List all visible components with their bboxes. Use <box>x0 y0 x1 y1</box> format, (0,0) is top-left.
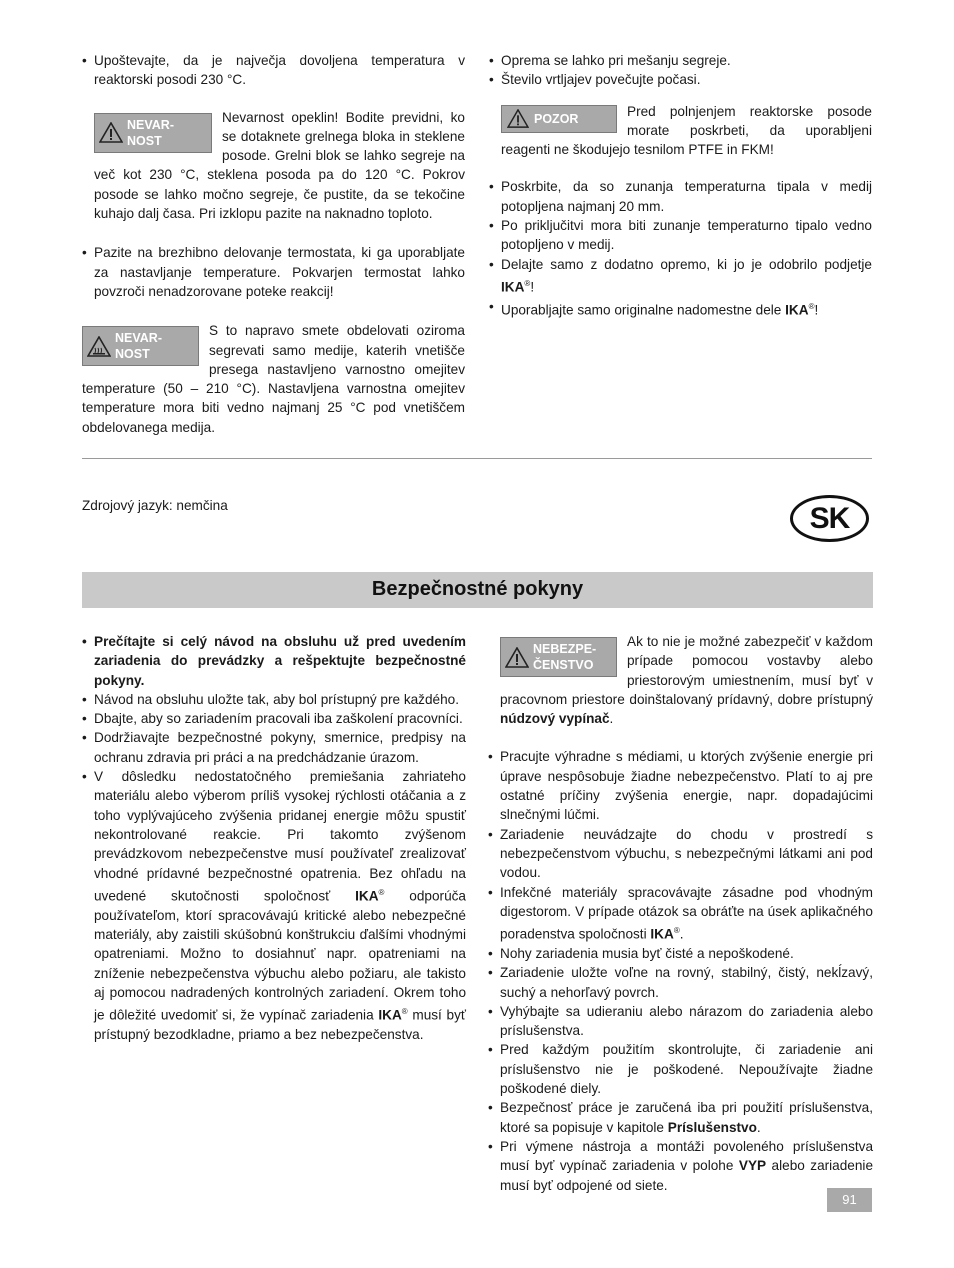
danger-badge <box>82 326 199 366</box>
warning-triangle-icon <box>95 122 127 143</box>
list-item: • Oprema se lahko pri mešanju segreje. <box>489 51 872 70</box>
list-item: • Prečítajte si celý návod na obsluhu už pred uvedením zariadenia do prevádzky a rešpektujte bezpečnostné pokyny. <box>82 632 466 690</box>
list-item: • Nohy zariadenia musia byť čisté a nepoškodené. <box>488 944 873 963</box>
danger-badge <box>94 113 212 153</box>
badge-label: NOST <box>115 347 150 362</box>
badge-label: NEVAR- <box>127 117 174 132</box>
list-item: • Število vrtljajev povečujte počasi. <box>489 70 872 89</box>
switch-position: VYP <box>738 1158 767 1174</box>
list-item <box>488 1137 873 1195</box>
brand-name: IKA <box>501 279 525 295</box>
item-text: Pri výmene nástroja a montáži povoleného príslušenstva musí byť vypínač zariadenia v polohe <box>500 1138 873 1174</box>
item-text: ! <box>530 279 535 295</box>
list-item: • Pred každým použitím skontrolujte, či zariadenie ani príslušenstvo nie je poškodené. Nepoužívajte žiadne poškodené diely. <box>488 1040 873 1098</box>
warning-text: S to napravo smete obdelovati oziroma segrevati samo medije, katerih vnetišče presega nastavljeno varnostno omejitev temperature (50 – 210 °C). Nastavljena varnostna omejitev temperature mora biti vedno najmanj 25 °C pod vnetiščem obdelovanega medija. <box>82 323 465 435</box>
list-item <box>488 883 873 944</box>
section-title <box>82 572 873 608</box>
warning-text: Nevarnost opeklin! Bodite previdni, ko se dotaknete grelnega bloka in steklene posode. Grelni blok se lahko segreje na več kot 230 °C, steklena posoda pa do 120 °C. Pokrov posode se lahko močno segreje, če pustite, da se tekočine kuhajo dalj časa. Pri izklopu pazite na naknadno toploto. <box>94 109 465 222</box>
slovak-left-column <box>82 632 466 1044</box>
item-text: V dôsledku nedostatočného premiešania zahriateho materiálu alebo výberom príliš vysokej rýchlosti otáčania a z toho vyplývajúceho zvýšenia pridanej energie môžu spustiť nekontrolované reakcie. Pri takomto zvýšenom prevádzkovom nebezpečenstve musí používateľ zrealizovať vhodné prídavné bezpečnostné opatrenia. Bez ohľadu na uvedené skutočnosti spoločnosť <box>94 769 466 904</box>
warning-triangle-icon <box>501 647 533 668</box>
item-text: Uporabljajte samo originalne nadomestne dele <box>501 302 786 318</box>
slovene-left-column <box>82 51 465 437</box>
page-number: 91 <box>827 1188 872 1212</box>
list-item: • Vyhýbajte sa udieraniu alebo nárazom do zariadenia alebo príslušenstva. <box>488 1002 873 1041</box>
brand-name: IKA <box>378 1007 402 1023</box>
registered-mark: ® <box>378 887 385 897</box>
list-item: • Po priključitvi mora biti zunanje temperaturno tipalo vedno potopljeno v medij. <box>489 216 872 255</box>
item-text: Infekčné materiály spracovávajte zásadne pod vhodným digestorom. V prípade otázok sa obráťte na úsek aplikačného poradenstva spoločnosti <box>500 884 873 942</box>
danger-block <box>488 632 873 728</box>
chapter-name: Príslušenstvo <box>667 1119 757 1135</box>
caution-text: Pred polnjenjem reaktorske posode morate poskrbeti, da uporabljeni reagenti ne škodujejo tesnilom PTFE in FKM! <box>501 103 872 158</box>
danger-badge <box>500 637 617 677</box>
hot-surface-icon <box>83 336 115 357</box>
list-item: • Pracujte výhradne s médiami, u ktorých zvýšenie energie pri úprave nespôsobuje žiadne nebezpečenstvo. Platí to aj pre ostatné príčiny zvýšenia energie, napr. dopadajúcimi slnečnými lúčmi. <box>488 747 873 824</box>
warning-block <box>82 108 465 224</box>
brand-name: IKA <box>650 926 674 942</box>
badge-label: POZOR <box>534 111 579 126</box>
language-badge: SK <box>790 495 869 542</box>
slovene-right-column <box>489 51 872 320</box>
section-divider <box>82 458 872 459</box>
item-text: Delajte samo z dodatno opremo, ki jo je odobrilo podjetje <box>501 256 872 272</box>
badge-label: NOST <box>127 133 162 148</box>
section-title-text: Bezpečnostné pokyny <box>371 578 584 601</box>
brand-name: IKA <box>355 888 379 904</box>
list-item <box>489 255 872 297</box>
caution-badge <box>501 105 617 133</box>
list-item: • Poskrbite, da so zunanja temperaturna tipala v medij potopljena najmanj 20 mm. <box>489 177 872 216</box>
item-text: Bezpečnosť práce je zaručená iba pri použití príslušenstva, ktoré sa popisuje v kapitole <box>500 1100 873 1135</box>
source-language: Zdrojový jazyk: nemčina <box>82 498 228 513</box>
item-text: . <box>756 1119 761 1135</box>
badge-label: ČENSTVO <box>533 658 594 672</box>
list-item <box>489 297 872 320</box>
item-text: alebo zariadenie musí byť odpojené od siete. <box>500 1158 874 1193</box>
danger-text: . <box>609 711 614 727</box>
list-item: • Pazite na brezhibno delovanje termostata, ki ga uporabljate za nastavljanje temperature. Pokvarjen termostat lahko povzroči nenadzorovane poteke reakcij! <box>82 243 465 301</box>
list-item: • Dodržiavajte bezpečnostné pokyny, smernice, predpisy na ochranu zdravia pri práci a na predchádzanie úrazom. <box>82 728 466 767</box>
list-item: • Zariadenie uložte voľne na rovný, stabilný, čistý, nekĺzavý, suchý a nehorľavý povrch. <box>488 963 873 1002</box>
caution-block <box>489 102 872 160</box>
list-item: • Dbajte, aby so zariadením pracovali iba zaškolení pracovníci. <box>82 709 466 728</box>
item-text: ! <box>814 302 819 318</box>
emergency-switch-term: núdzový vypínač <box>500 711 610 727</box>
item-text: odporúča používateľom, ktorí spracovávajú kritické alebo nebezpečné materiály, aby zaistili skúšobnú konštrukciu ďalšími vhodnými opatreniami. Možno to dosiahnuť napr. opatreniami na zníženie nebezpečenstva výbuchu alebo požiaru, ale takisto aj pomocou nadradených kontrolných zariadení. Okrem toho je dôležité uvedomiť si, že vypínač zariadenia <box>94 888 466 1023</box>
list-item <box>488 1098 873 1137</box>
list-item: • Návod na obsluhu uložte tak, aby bol prístupný pre každého. <box>82 690 466 709</box>
item-text: . <box>679 926 684 942</box>
list-item: • Upoštevajte, da je največja dovoljena temperatura v reaktorski posodi 230 °C. <box>82 51 465 90</box>
registered-mark: ® <box>401 1007 408 1017</box>
danger-text: Ak to nie je možné zabezpečiť v každom prípade pomocou vostavby alebo priestorovým umiestnením, musí byť v pracovnom priestore doinštalovaný prídavný, dobre prístupný <box>500 634 873 707</box>
registered-mark: ® <box>808 301 815 311</box>
slovak-right-column <box>488 632 873 1195</box>
list-item: • Zariadenie neuvádzajte do chodu v prostredí s nebezpečenstvom výbuchu, s nebezpečnými látkami ani pod vodou. <box>488 825 873 883</box>
badge-label: NEVAR- <box>115 331 162 346</box>
registered-mark: ® <box>524 278 531 288</box>
warning-triangle-icon <box>502 109 534 128</box>
item-text: musí byť prístupný bezodkladne, priamo a bez nebezpečenstva. <box>94 1007 466 1042</box>
badge-label: NEBEZPE- <box>533 642 597 656</box>
brand-name: IKA <box>785 302 809 318</box>
list-item <box>82 767 466 1044</box>
warning-block <box>82 321 465 437</box>
registered-mark: ® <box>673 926 680 936</box>
